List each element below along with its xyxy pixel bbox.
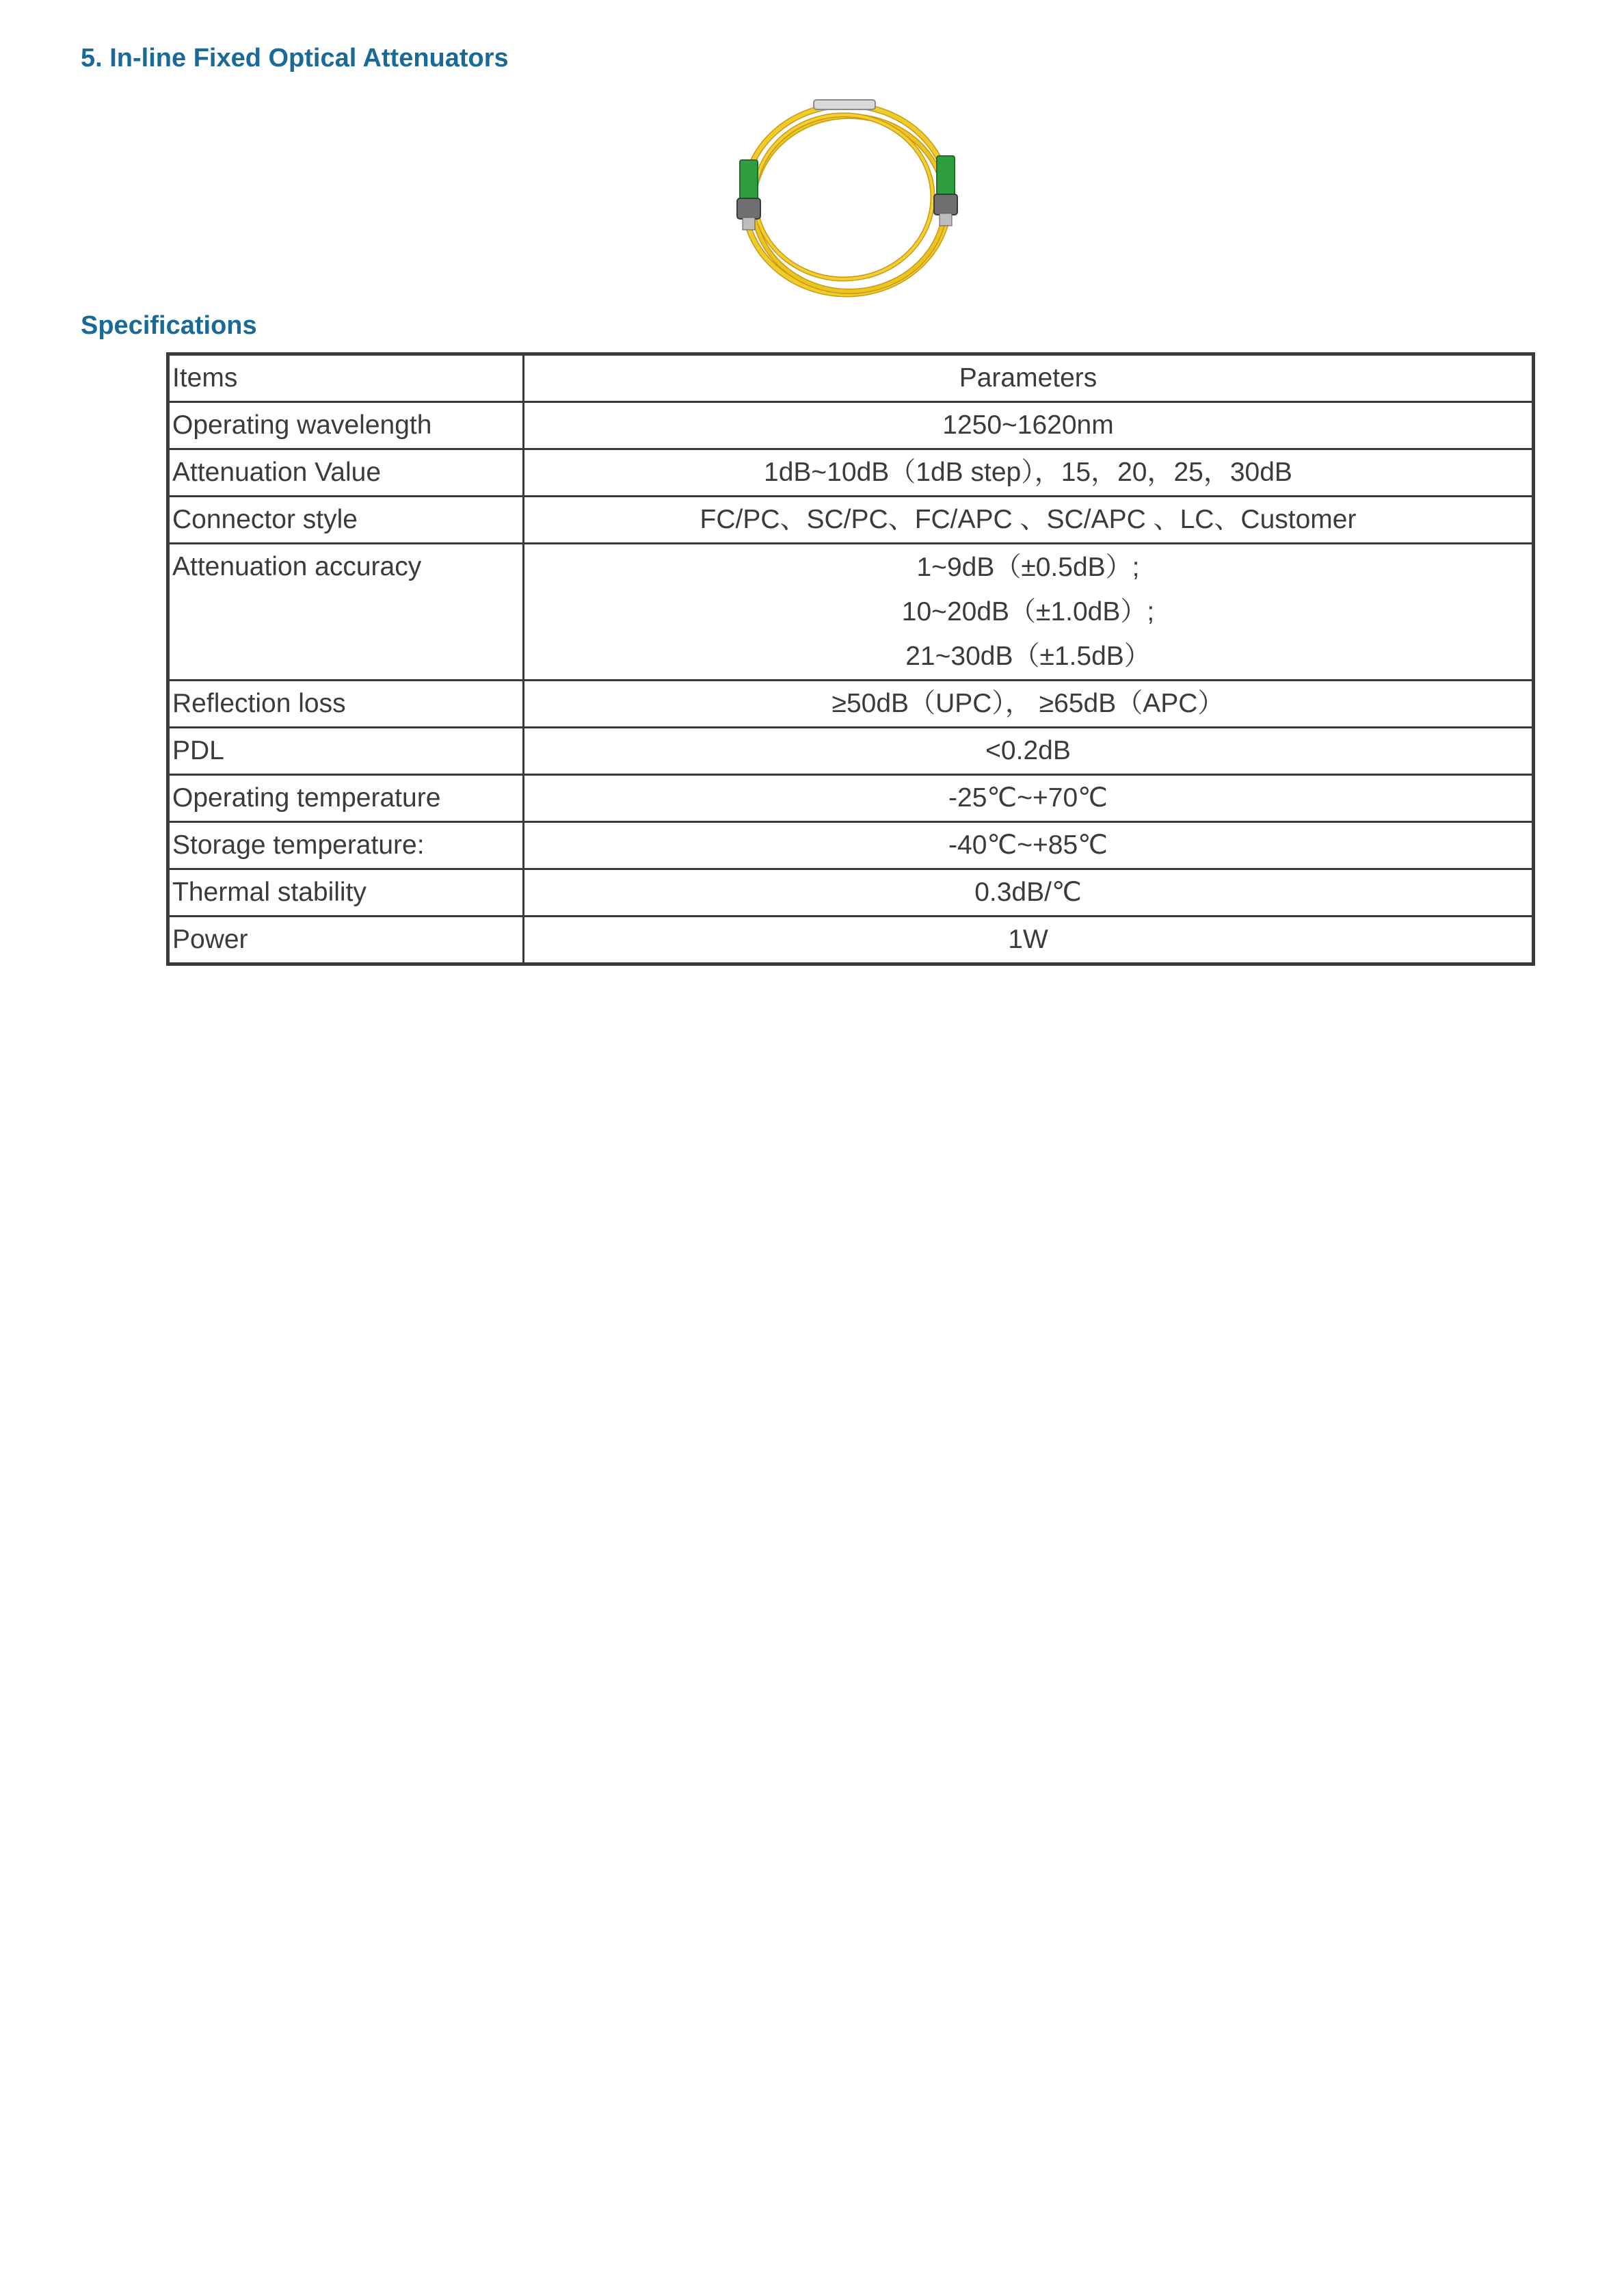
row-item: PDL: [168, 728, 524, 775]
row-parameter: ≥50dB（UPC）， ≥65dB（APC）: [524, 681, 1534, 728]
row-parameter: -25℃~+70℃: [524, 775, 1534, 822]
row-parameter: -40℃~+85℃: [524, 822, 1534, 869]
row-parameter: FC/PC、SC/PC、FC/APC 、SC/APC 、LC、Customer: [524, 497, 1534, 544]
table-row: [168, 728, 1534, 775]
specifications-table: [166, 352, 1535, 966]
table-row: [168, 917, 1534, 964]
fiber-patch-cord-image: [725, 83, 971, 309]
table-row: [168, 449, 1534, 497]
table-header-row: [168, 354, 1534, 402]
row-parameter-multiline: [524, 544, 1534, 681]
header-items: Items: [168, 354, 524, 402]
table-row: [168, 775, 1534, 822]
header-parameters: Parameters: [524, 354, 1534, 402]
row-item: Attenuation accuracy: [168, 544, 524, 681]
table-row: [168, 681, 1534, 728]
row-item: Operating wavelength: [168, 402, 524, 449]
row-parameter: <0.2dB: [524, 728, 1534, 775]
table-row: [168, 869, 1534, 917]
accuracy-line: 10~20dB（±1.0dB）;: [901, 597, 1155, 627]
row-item: Operating temperature: [168, 775, 524, 822]
row-parameter: 1dB~10dB（1dB step），15，20，25，30dB: [524, 449, 1534, 497]
row-item: Storage temperature:: [168, 822, 524, 869]
table-row: [168, 402, 1534, 449]
row-parameter: 1W: [524, 917, 1534, 964]
row-parameter: 1250~1620nm: [524, 402, 1534, 449]
table-row: [168, 544, 1534, 681]
accuracy-line: 1~9dB（±0.5dB）;: [916, 553, 1140, 582]
row-item: Connector style: [168, 497, 524, 544]
accuracy-line: 21~30dB（±1.5dB）: [905, 642, 1151, 671]
row-item: Thermal stability: [168, 869, 524, 917]
row-item: Power: [168, 917, 524, 964]
row-item: Reflection loss: [168, 681, 524, 728]
table-row: [168, 497, 1534, 544]
table-row: [168, 822, 1534, 869]
section-title: 5. In-line Fixed Optical Attenuators: [81, 44, 509, 73]
row-item: Attenuation Value: [168, 449, 524, 497]
specifications-title: Specifications: [81, 311, 257, 340]
row-parameter: 0.3dB/℃: [524, 869, 1534, 917]
